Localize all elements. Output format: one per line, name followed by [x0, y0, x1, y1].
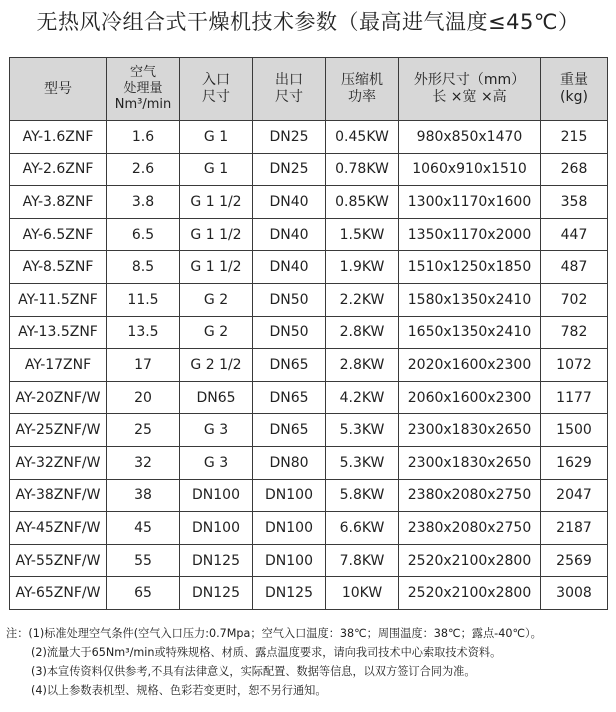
- cell-inlet: G 2: [180, 316, 253, 349]
- cell-airflow: 13.5: [107, 316, 180, 349]
- cell-power: 0.78KW: [326, 153, 399, 186]
- cell-outlet: DN40: [253, 186, 326, 219]
- cell-outlet: DN65: [253, 381, 326, 414]
- cell-dimensions: 2060x1600x2300: [399, 381, 541, 414]
- cell-airflow: 1.6: [107, 121, 180, 154]
- cell-model: AY-65ZNF/W: [10, 577, 107, 610]
- cell-dimensions: 980x850x1470: [399, 121, 541, 154]
- table-row: [10, 349, 608, 382]
- table-row: [10, 316, 608, 349]
- cell-airflow: 17: [107, 349, 180, 382]
- table-header-row: [10, 58, 608, 121]
- cell-dimensions: 1650x1350x2410: [399, 316, 541, 349]
- cell-outlet: DN125: [253, 577, 326, 610]
- cell-dimensions: 2300x1830x2650: [399, 414, 541, 447]
- header-model-line1: 型号: [44, 80, 72, 97]
- note-4: (4)以上参数表机型、规格、色彩若变更时，恕不另行通知。: [31, 684, 327, 697]
- cell-airflow: 32: [107, 446, 180, 479]
- cell-airflow: 55: [107, 544, 180, 577]
- cell-airflow: 2.6: [107, 153, 180, 186]
- cell-inlet: DN100: [180, 479, 253, 512]
- cell-outlet: DN100: [253, 544, 326, 577]
- header-airflow-line3: Nm³/min: [114, 97, 172, 112]
- header-outlet-line1: 出口: [275, 72, 303, 88]
- cell-model: AY-25ZNF/W: [10, 414, 107, 447]
- cell-power: 7.8KW: [326, 544, 399, 577]
- cell-dimensions: 2020x1600x2300: [399, 349, 541, 382]
- note-2: (2)流量大于65Nm³/min或特殊规格、材质、露点温度要求，请向我司技术中心索取技术资料。: [31, 646, 502, 659]
- cell-power: 1.5KW: [326, 218, 399, 251]
- table-row: [10, 544, 608, 577]
- cell-inlet: DN65: [180, 381, 253, 414]
- cell-outlet: DN80: [253, 446, 326, 479]
- header-inlet-line2: 尺寸: [202, 89, 230, 105]
- cell-inlet: G 1: [180, 153, 253, 186]
- cell-weight: 3008: [541, 577, 608, 610]
- cell-outlet: DN100: [253, 512, 326, 545]
- cell-power: 10KW: [326, 577, 399, 610]
- cell-dimensions: 2520x2100x2800: [399, 577, 541, 610]
- table-row: [10, 186, 608, 219]
- header-weight: [541, 58, 608, 121]
- cell-weight: 1629: [541, 446, 608, 479]
- cell-airflow: 65: [107, 577, 180, 610]
- cell-inlet: DN125: [180, 577, 253, 610]
- page-title: 无热风冷组合式干燥机技术参数（最高进气温度≤45℃）: [36, 10, 580, 34]
- cell-weight: 1072: [541, 349, 608, 382]
- cell-airflow: 3.8: [107, 186, 180, 219]
- cell-weight: 1500: [541, 414, 608, 447]
- cell-model: AY-55ZNF/W: [10, 544, 107, 577]
- cell-power: 0.85KW: [326, 186, 399, 219]
- cell-inlet: G 1: [180, 121, 253, 154]
- cell-model: AY-17ZNF: [10, 349, 107, 382]
- cell-model: AY-45ZNF/W: [10, 512, 107, 545]
- header-airflow: [107, 58, 180, 121]
- cell-weight: 215: [541, 121, 608, 154]
- cell-airflow: 45: [107, 512, 180, 545]
- cell-power: 6.6KW: [326, 512, 399, 545]
- cell-outlet: DN65: [253, 414, 326, 447]
- cell-weight: 358: [541, 186, 608, 219]
- cell-power: 4.2KW: [326, 381, 399, 414]
- cell-weight: 268: [541, 153, 608, 186]
- cell-outlet: DN50: [253, 283, 326, 316]
- spec-table: [9, 57, 608, 610]
- table-row: [10, 381, 608, 414]
- cell-weight: 702: [541, 283, 608, 316]
- table-row: [10, 479, 608, 512]
- cell-model: AY-2.6ZNF: [10, 153, 107, 186]
- cell-outlet: DN40: [253, 218, 326, 251]
- cell-power: 2.8KW: [326, 349, 399, 382]
- header-model: [10, 58, 107, 121]
- cell-model: AY-3.8ZNF: [10, 186, 107, 219]
- cell-inlet: G 2 1/2: [180, 349, 253, 382]
- header-dimensions: [399, 58, 541, 121]
- cell-airflow: 8.5: [107, 251, 180, 284]
- table-row: [10, 414, 608, 447]
- cell-model: AY-11.5ZNF: [10, 283, 107, 316]
- cell-outlet: DN25: [253, 121, 326, 154]
- header-inlet: [180, 58, 253, 121]
- cell-inlet: G 1 1/2: [180, 251, 253, 284]
- header-outlet-line2: 尺寸: [275, 89, 303, 105]
- cell-dimensions: 2380x2080x2750: [399, 512, 541, 545]
- cell-weight: 487: [541, 251, 608, 284]
- cell-dimensions: 1350x1170x2000: [399, 218, 541, 251]
- header-outlet: [253, 58, 326, 121]
- header-power-line2: 功率: [348, 89, 376, 105]
- table-row: [10, 218, 608, 251]
- notes-section: [6, 624, 612, 700]
- table-body: [10, 121, 608, 610]
- table-row: [10, 251, 608, 284]
- cell-dimensions: 2520x2100x2800: [399, 544, 541, 577]
- header-compressor-power: [326, 58, 399, 121]
- cell-power: 5.3KW: [326, 446, 399, 479]
- table-row: [10, 121, 608, 154]
- cell-airflow: 38: [107, 479, 180, 512]
- cell-weight: 2569: [541, 544, 608, 577]
- header-dimensions-line1: 外形尺寸（mm）: [413, 72, 526, 88]
- cell-dimensions: 2300x1830x2650: [399, 446, 541, 479]
- cell-outlet: DN65: [253, 349, 326, 382]
- cell-airflow: 6.5: [107, 218, 180, 251]
- cell-weight: 2187: [541, 512, 608, 545]
- cell-inlet: G 3: [180, 446, 253, 479]
- header-weight-line2: (kg): [560, 89, 588, 105]
- header-airflow-line1: 空气: [129, 65, 156, 80]
- cell-model: AY-1.6ZNF: [10, 121, 107, 154]
- cell-weight: 447: [541, 218, 608, 251]
- cell-inlet: G 1 1/2: [180, 186, 253, 219]
- cell-outlet: DN50: [253, 316, 326, 349]
- cell-inlet: G 1 1/2: [180, 218, 253, 251]
- cell-model: AY-38ZNF/W: [10, 479, 107, 512]
- cell-power: 1.9KW: [326, 251, 399, 284]
- cell-dimensions: 1510x1250x1850: [399, 251, 541, 284]
- cell-dimensions: 1300x1170x1600: [399, 186, 541, 219]
- cell-power: 2.8KW: [326, 316, 399, 349]
- cell-model: AY-8.5ZNF: [10, 251, 107, 284]
- cell-weight: 782: [541, 316, 608, 349]
- cell-power: 2.2KW: [326, 283, 399, 316]
- cell-power: 0.45KW: [326, 121, 399, 154]
- cell-weight: 1177: [541, 381, 608, 414]
- cell-model: AY-6.5ZNF: [10, 218, 107, 251]
- table-row: [10, 577, 608, 610]
- cell-dimensions: 2380x2080x2750: [399, 479, 541, 512]
- cell-dimensions: 1060x910x1510: [399, 153, 541, 186]
- table-row: [10, 153, 608, 186]
- header-inlet-line1: 入口: [202, 72, 230, 88]
- cell-inlet: DN100: [180, 512, 253, 545]
- cell-airflow: 20: [107, 381, 180, 414]
- cell-outlet: DN40: [253, 251, 326, 284]
- cell-inlet: G 2: [180, 283, 253, 316]
- cell-outlet: DN25: [253, 153, 326, 186]
- cell-model: AY-32ZNF/W: [10, 446, 107, 479]
- cell-inlet: DN125: [180, 544, 253, 577]
- table-row: [10, 446, 608, 479]
- cell-inlet: G 3: [180, 414, 253, 447]
- note-3: (3)本宣传资料仅供参考,不具有法律意义，实际配置、数据等信息，以双方签订合同为准。: [31, 665, 476, 678]
- table-row: [10, 512, 608, 545]
- table-row: [10, 283, 608, 316]
- cell-power: 5.3KW: [326, 414, 399, 447]
- cell-model: AY-20ZNF/W: [10, 381, 107, 414]
- cell-model: AY-13.5ZNF: [10, 316, 107, 349]
- header-dimensions-line2: 长 ×宽 ×高: [432, 89, 507, 105]
- cell-airflow: 11.5: [107, 283, 180, 316]
- header-power-line1: 压缩机: [341, 72, 383, 88]
- cell-outlet: DN100: [253, 479, 326, 512]
- note-1: 注：(1)标准处理空气条件(空气入口压力:0.7Mpa；空气入口温度：38℃；周围温度：38℃；露点-40℃）。: [6, 627, 542, 640]
- cell-weight: 2047: [541, 479, 608, 512]
- cell-power: 5.8KW: [326, 479, 399, 512]
- cell-dimensions: 1580x1350x2410: [399, 283, 541, 316]
- header-weight-line1: 重量: [560, 72, 588, 88]
- header-airflow-line2: 处理量: [123, 81, 163, 96]
- cell-airflow: 25: [107, 414, 180, 447]
